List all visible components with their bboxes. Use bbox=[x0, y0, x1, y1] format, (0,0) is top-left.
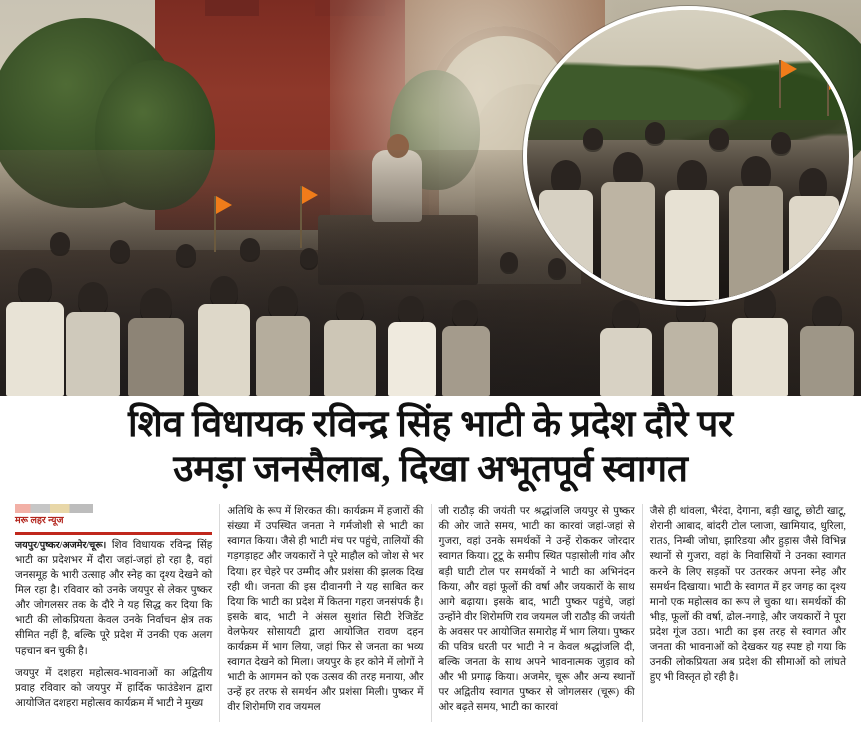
decorative-strip bbox=[15, 504, 93, 513]
orange-flag-icon bbox=[216, 196, 232, 214]
orange-flag-icon bbox=[829, 72, 845, 90]
inset-crowd-photograph bbox=[523, 6, 853, 306]
headline-line-2: उमड़ा जनसैलाब, दिखा अभूतपूर्व स्वागत bbox=[173, 449, 688, 491]
article-columns bbox=[0, 500, 861, 722]
column-1-text-1: शिव विधायक रविन्द्र सिंह भाटी का प्रदेशभर में दौरा जहां-जहां हो रहा है, वहां जनसमूह के भारी उत्साह और स्नेह का दृश्य देखने को मिल रहा है। रविवार को उनके जयपुर से लेकर पुष्कर और जोगलसर तक के दौरे ने यह सिद्ध कर दिया कि भाटी की लोकप्रियता केवल उनके निर्वाचन क्षेत्र तक सीमित नहीं है, बल्कि पूरे प्रदेश में उनकी एक अलग पहचान बन चुकी है। bbox=[15, 540, 213, 657]
column-2-paragraph-1: अतिथि के रूप में शिरकत की। कार्यक्रम में हजारों की संख्या में उपस्थित जनता ने गर्मजोशी से भाटी का स्वागत किया। जैसे ही भाटी मंच पर पहुंचे, तालियों की गड़गड़ाहट और जयकारों ने पूरे माहौल को जोश से भर दिया। हर चेहरे पर उम्मीद और प्रशंसा की झलक दिख रही थी। जनता की इस दीवानगी ने यह साबित कर दिया कि भाटी का प्रदेश में कितना गहरा जनसंपर्क है। इसके बाद, भाटी ने अंसल सुशांत सिटी रेजिडेंट वेलफेयर सोसायटी द्वारा आयोजित रावण दहन कार्यक्रम में भाग लिया, जहां फिर से जनता का भव्य स्वागत देखने को मिला। जयपुर के हर कोने में लोगों ने भाटी के आगमन को एक उत्सव की तरह मनाया, और उन्हें हर तरफ से समर्थन और प्रशंसा मिली। पुष्कर में वीर शिरोमणि राव जयमल bbox=[227, 506, 424, 714]
orange-flag-icon bbox=[302, 186, 318, 204]
red-rule bbox=[15, 532, 212, 535]
inset-crowd-heads bbox=[527, 10, 849, 302]
column-1-paragraph-2: जयपुर में दशहरा महोत्सव-भावनाओं का अद्वितीय प्रवाह रविवार को जयपुर में हार्दिक फाउंडेशन द्वारा आयोजित दशहरा महोत्सव कार्यक्रम में भाटी ने मुख्य bbox=[15, 667, 213, 709]
brand-label: मरू लहर न्यूज bbox=[15, 516, 64, 527]
headline-line-1: शिव विधायक रविन्द्र सिंह भाटी के प्रदेश दौरे पर bbox=[128, 404, 733, 445]
brand-mark bbox=[15, 515, 212, 529]
column-1 bbox=[8, 504, 219, 722]
column-4 bbox=[642, 504, 853, 722]
orange-flag-icon bbox=[781, 60, 797, 78]
column-3-paragraph-1: जी राठौड़ की जयंती पर श्रद्धांजलि जयपुर से पुष्कर की ओर जाते समय, भाटी का कारवां जहां-जहां से गुजरा, वहां उनके समर्थकों ने उन्हें रोककर जोरदार स्वागत किया। टूटू के समीप स्थित पड़ासोली गांव और बड़ी घाटी टोल पर समर्थकों ने भाटी का अभिनंदन किया, और वहां फूलों की वर्षा और जयकारों के साथ आगे बढ़ाया। इसके बाद, भाटी पुष्कर पहुंचे, जहां उन्होंने वीर शिरोमणि राव जयमल जी राठौड़ की जयंती के अवसर पर आयोजित समारोह में भाग लिया। पुष्कर की पवित्र धरती पर भाटी ने न केवल श्रद्धांजलि दी, बल्कि जनता के साथ अपने भावनात्मक जुड़ाव को और भी प्रगाढ़ किया। अजमेर, चूरू और अन्य स्थानों पर अद्वितीय स्वागत पुष्कर से जोगलसर (चूरू) की ओर बढ़ते समय, भाटी का कारवां bbox=[438, 506, 635, 714]
column-2 bbox=[219, 504, 430, 722]
column-4-paragraph-1: जैसे ही थांवला, भैरंदा, देगाना, बड़ी खाटू, छोटी खाटू, शेरानी आबाद, बांदरी टोल प्लाजा, खामियाद, धुरिला, रातऽ, निम्बी जोधा, झारिडया और हुड़ास जैसे विभिन्न स्थानों से गुजरा, वहां के निवासियों ने उनका स्वागत करने के लिए सड़कों पर उतरकर अपना स्नेह और समर्थन दिखाया। भाटी के स्वागत में हर जगह का दृश्य मानो एक महोत्सव का रूप ले चुका था। समर्थकों की भीड़, फूलों की वर्षा, ढोल-नगाड़े, और जयकारों ने पूरा प्रदेश गूंज उठा। भाटी का इस तरह से स्वागत और जनता की भावनाओं को देखकर यह स्पष्ट हो गया कि उनकी लोकप्रियता अब प्रदेश की सीमाओं को लांघते हुए भी विस्तृत हो रही है। bbox=[649, 506, 846, 684]
page-headline bbox=[0, 396, 861, 500]
column-3 bbox=[431, 504, 642, 722]
column-1-paragraph-1 bbox=[15, 538, 212, 659]
dateline: जयपुर/पुष्कर/अजमेर/चूरू। bbox=[15, 540, 107, 552]
